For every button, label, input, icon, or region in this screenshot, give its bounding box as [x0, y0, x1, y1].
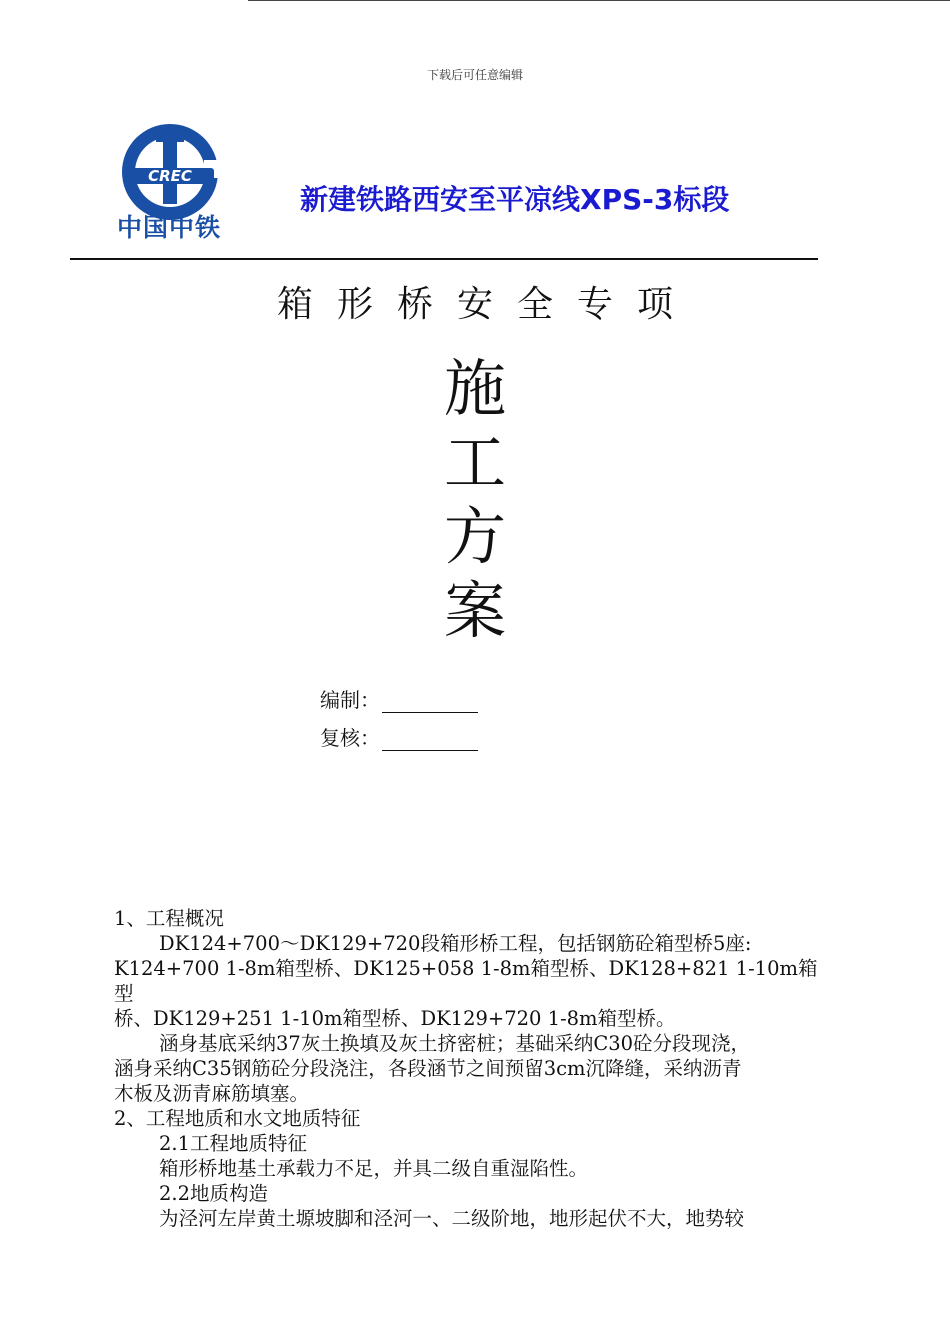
title-char: 施	[443, 352, 506, 425]
svg-text:CREC: CREC	[148, 167, 192, 185]
body-line: 1、工程概况	[114, 907, 224, 930]
compiler-label: 编制：	[320, 688, 380, 712]
body-line: 2、工程地质和水文地质特征	[114, 1107, 361, 1130]
body-line: 箱形桥地基土承载力不足，并具二级自重湿陷性。	[159, 1157, 589, 1180]
header-note: 下载后可任意编辑	[426, 68, 523, 82]
title-rule	[70, 258, 818, 260]
body-line: 涵身基底采纳37灰土换填及灰土挤密桩；基础采纳C30砼分段现浇，	[159, 1032, 751, 1055]
body-line: 涵身采纳C35钢筋砼分段浇注，各段涵节之间预留3cm沉降缝，采纳沥青	[114, 1057, 742, 1080]
body-line: 2.1工程地质特征	[159, 1132, 308, 1155]
reviewer-blank	[382, 728, 478, 751]
body-text	[114, 906, 834, 1231]
reviewer-signature	[320, 722, 478, 751]
document-title: 箱形桥安全专项	[276, 284, 697, 325]
top-rule	[248, 0, 950, 1]
body-line: K124+700 1-8m箱型桥、DK125+058 1-8m箱型桥、DK128+821 1-10m箱型	[114, 957, 818, 1005]
compiler-blank	[382, 690, 478, 713]
title-char: 方	[443, 500, 506, 573]
logo-text: 中国中铁	[116, 213, 221, 242]
body-line: 木板及沥青麻筋填塞。	[114, 1082, 310, 1105]
compiler-signature	[320, 684, 478, 713]
body-line: 桥、DK129+251 1-10m箱型桥、DK129+720 1-8m箱型桥。	[114, 1007, 676, 1030]
title-char: 案	[443, 574, 506, 647]
title-char: 工	[443, 426, 506, 499]
reviewer-label: 复核：	[320, 726, 380, 750]
project-title: 新建铁路西安至平凉线XPS-3标段	[300, 183, 730, 216]
body-line: DK124+700～DK129+720段箱形桥工程，包括钢筋砼箱型桥5座:	[159, 932, 752, 955]
body-line: 2.2地质构造	[159, 1182, 269, 1205]
body-line: 为泾河左岸黄土塬坡脚和泾河一、二级阶地，地形起伏不大，地势较	[159, 1207, 745, 1230]
vertical-title	[425, 352, 525, 648]
